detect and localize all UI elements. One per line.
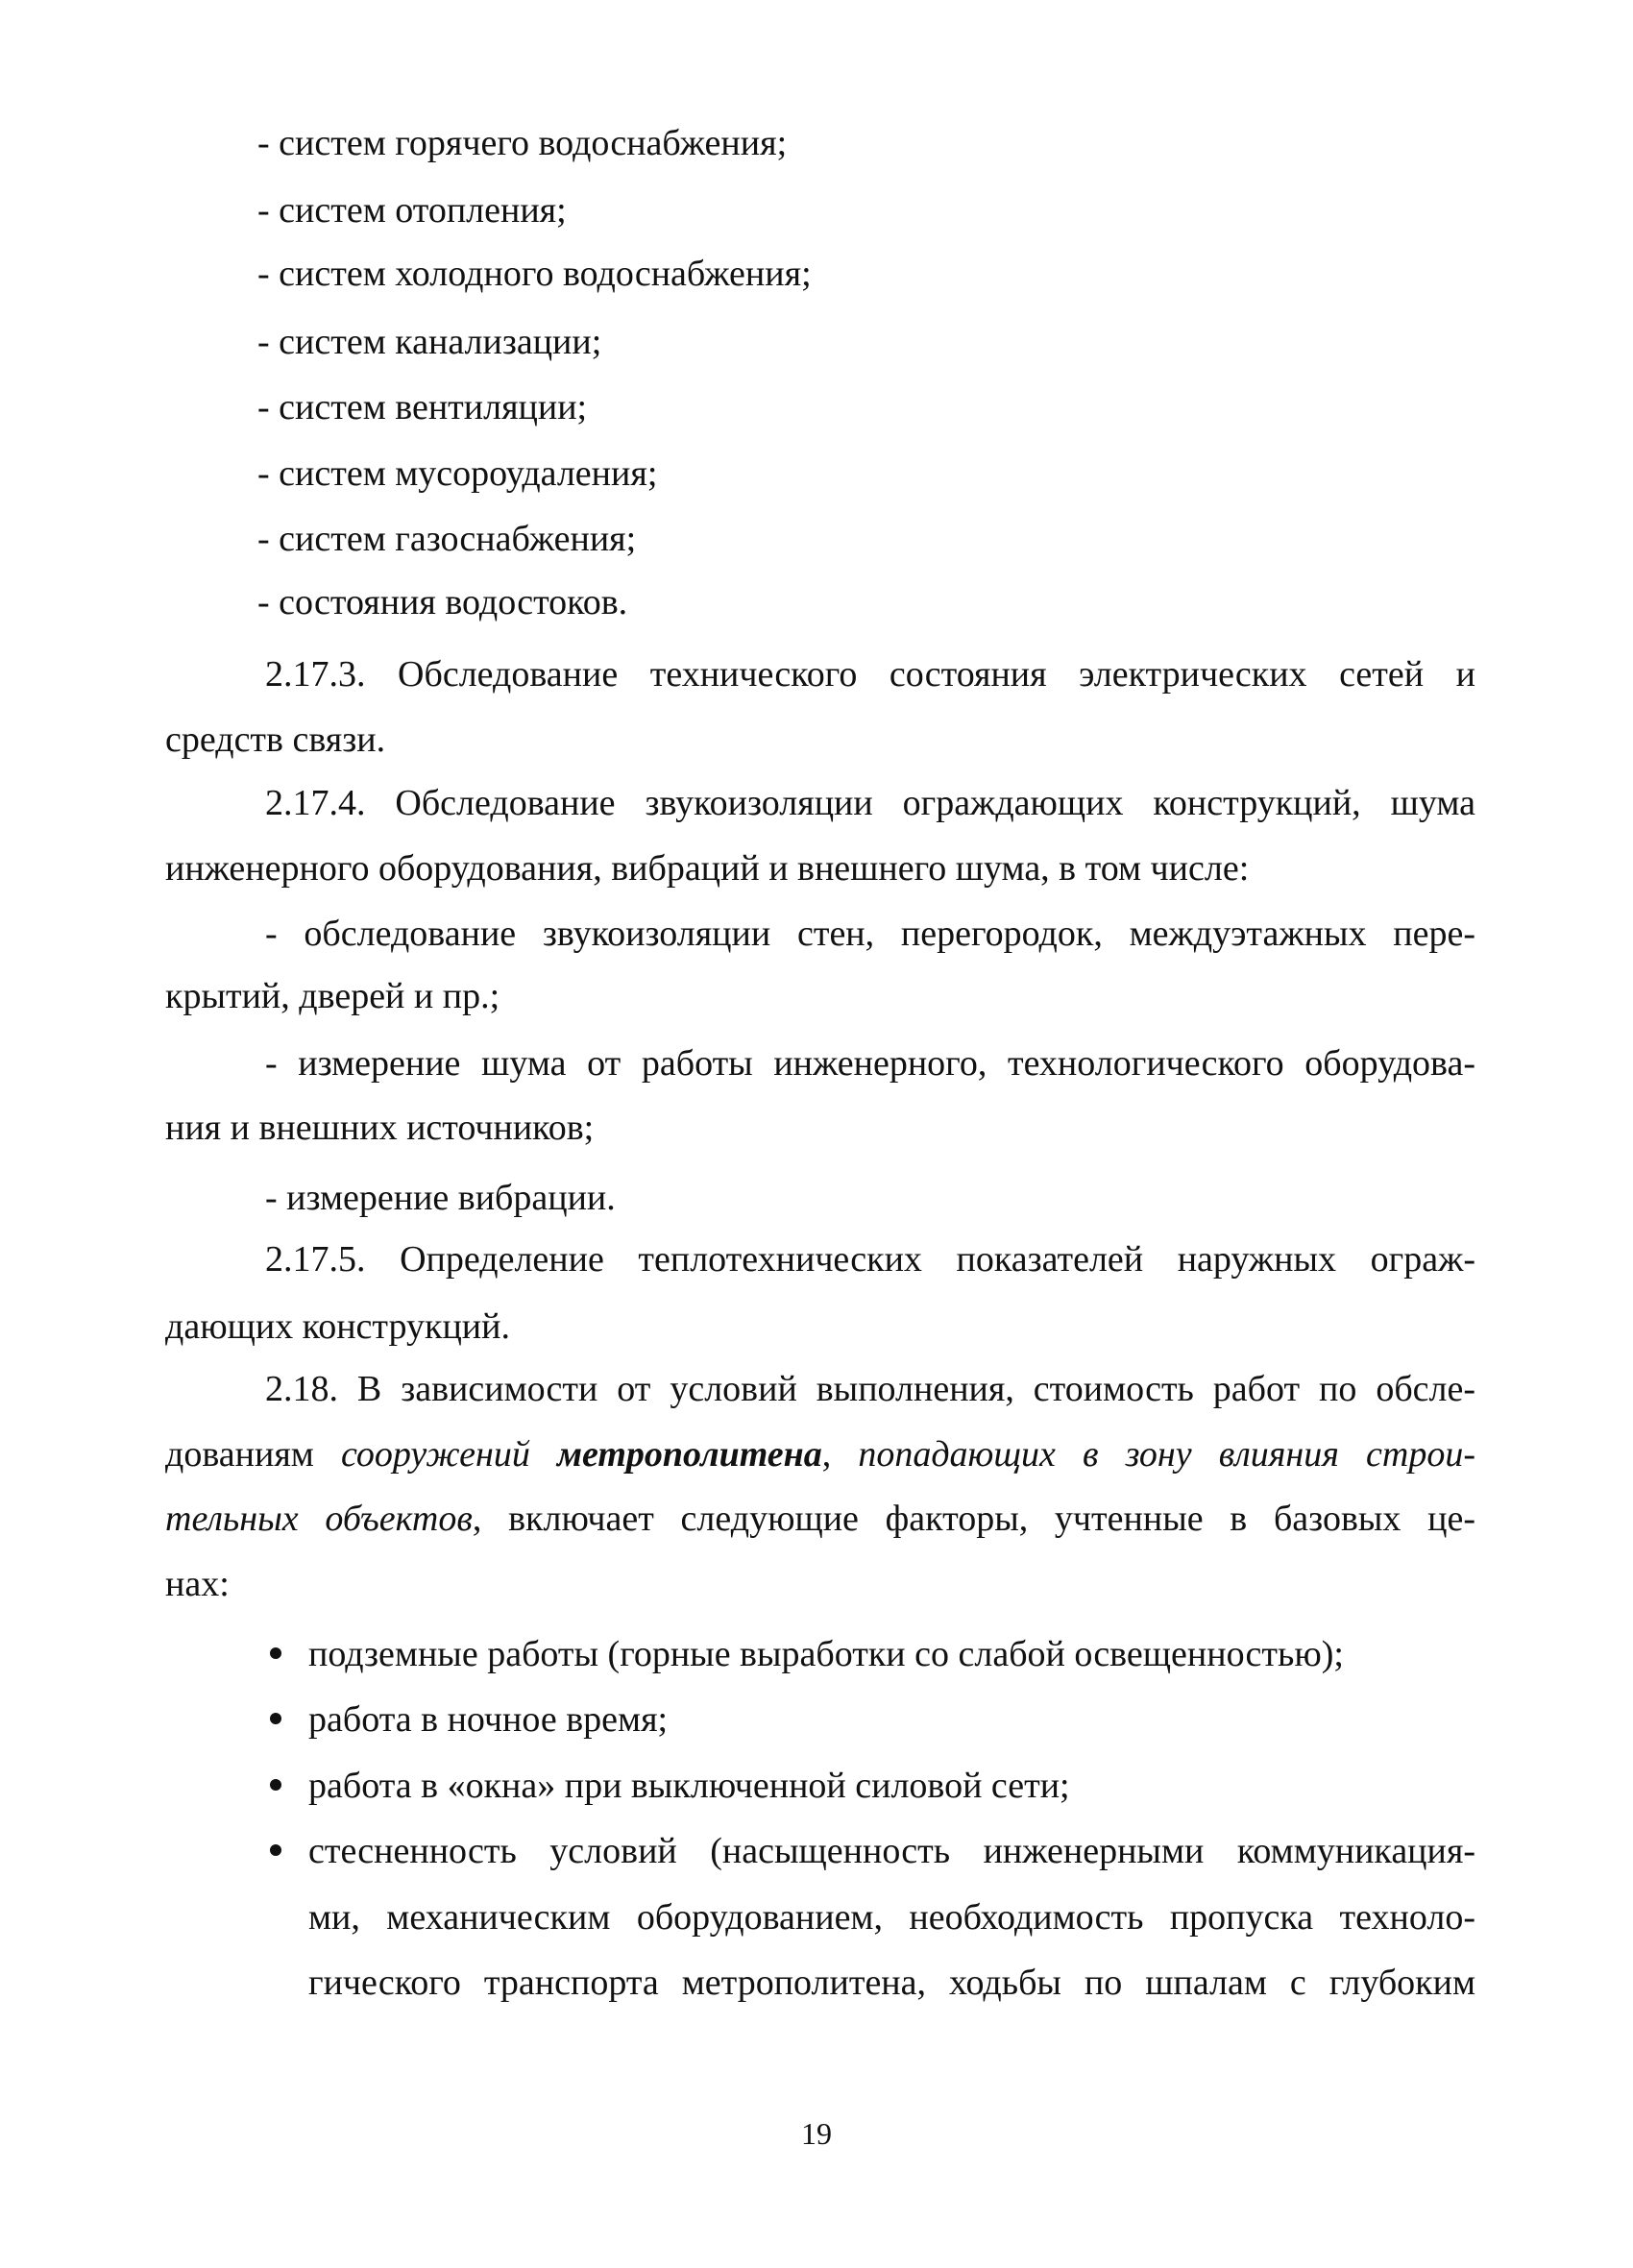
list-item: - систем канализации; [257, 322, 602, 362]
list-item: - систем мусороудаления; [257, 453, 658, 494]
bullet-icon [270, 1844, 281, 1856]
list-item: - систем холодного водоснабжения; [257, 254, 812, 294]
paragraph-2-17-5-line2: дающих конструкций. [165, 1306, 510, 1347]
list-item: - измерение шума от работы инженерного, технологического оборудова- [265, 1043, 1475, 1084]
bullet-icon [270, 1713, 281, 1724]
list-item: - систем газоснабжения; [257, 519, 637, 559]
list-item: - состояния водостоков. [257, 582, 628, 622]
list-item: - систем отопления; [257, 190, 567, 231]
list-item: - систем горячего водоснабжения; [257, 123, 788, 163]
paragraph-2-17-5-line1: 2.17.5. Определение теплотехнических показателей наружных ограж- [265, 1239, 1475, 1280]
page-number: 19 [801, 2116, 832, 2151]
paragraph-2-17-3-line1: 2.17.3. Обследование технического состояния электрических сетей и [265, 654, 1475, 695]
list-item: - систем вентиляции; [257, 387, 588, 427]
bullet-icon [270, 1647, 281, 1659]
document-page: - систем горячего водоснабжения; - систем отопления; - систем холодного водоснабжения; - систем канализации; - систем вентиляции; - систем мусороудаления; - систем газоснабжения; - состояния водостоков. 2.17.3. Обследование технического состояния электрических сетей и средств связи. 2.17.4. Обследование звукоизоляции ограждающих конструкций, шума инженерного оборудования, вибраций и внешнего шума, в том числе: - обследование звукоизоляции стен, перегородок, междуэтажных пере- крытий, дверей и пр.; - измерение шума от работы инженерного, технологического оборудова- ния и внешних источников; - измерение вибрации. 2.17.5. Определение теплотехнических показателей наружных ограж- дающих конструкций. 2.18. В зависимости от условий выполнения, стоимость работ по обсле- дованиям сооружений метрополитена, попадающих в зону влияния строи- тельных объектов, включает следующие факторы, учтенные в базовых це- нах: подземные работы (горные выработки со слабой освещенностью); работа в ночное время; работа в «окна» при выключенной силовой сети; стесненность условий (насыщенность инженерными коммуникация- ми, механическим оборудованием, необходимость пропуска техноло- гического транспорта метрополитена, ходьбы по шпалам с глубоким 19 [0, 0, 1633, 2268]
list-item-continuation: крытий, дверей и пр.; [165, 976, 500, 1016]
paragraph-2-18-line3: тельных объектов, включает следующие факторы, учтенные в базовых це- [165, 1499, 1475, 1539]
paragraph-2-18-line4: нах: [165, 1564, 230, 1604]
list-item-continuation: ния и внешних источников; [165, 1108, 595, 1148]
paragraph-2-18-line2: дованиям сооружений метрополитена, попадающих в зону влияния строи- [165, 1434, 1476, 1475]
list-item: - измерение вибрации. [265, 1178, 616, 1218]
bullet-item-continuation: гического транспорта метрополитена, ходьбы по шпалам с глубоким [308, 1963, 1475, 2003]
bullet-icon [270, 1779, 281, 1791]
bullet-item-text: стесненность условий (насыщенность инженерными коммуникация- [308, 1831, 1475, 1871]
paragraph-2-17-3-line2: средств связи. [165, 719, 386, 760]
paragraph-2-17-4-line1: 2.17.4. Обследование звукоизоляции ограждающих конструкций, шума [265, 783, 1475, 823]
bullet-item-continuation: ми, механическим оборудованием, необходимость пропуска техноло- [308, 1897, 1475, 1938]
paragraph-2-17-4-line2: инженерного оборудования, вибраций и внешнего шума, в том числе: [165, 848, 1250, 889]
list-item: - обследование звукоизоляции стен, перегородок, междуэтажных пере- [265, 914, 1475, 954]
paragraph-2-18-line1: 2.18. В зависимости от условий выполнения, стоимость работ по обсле- [265, 1369, 1475, 1409]
